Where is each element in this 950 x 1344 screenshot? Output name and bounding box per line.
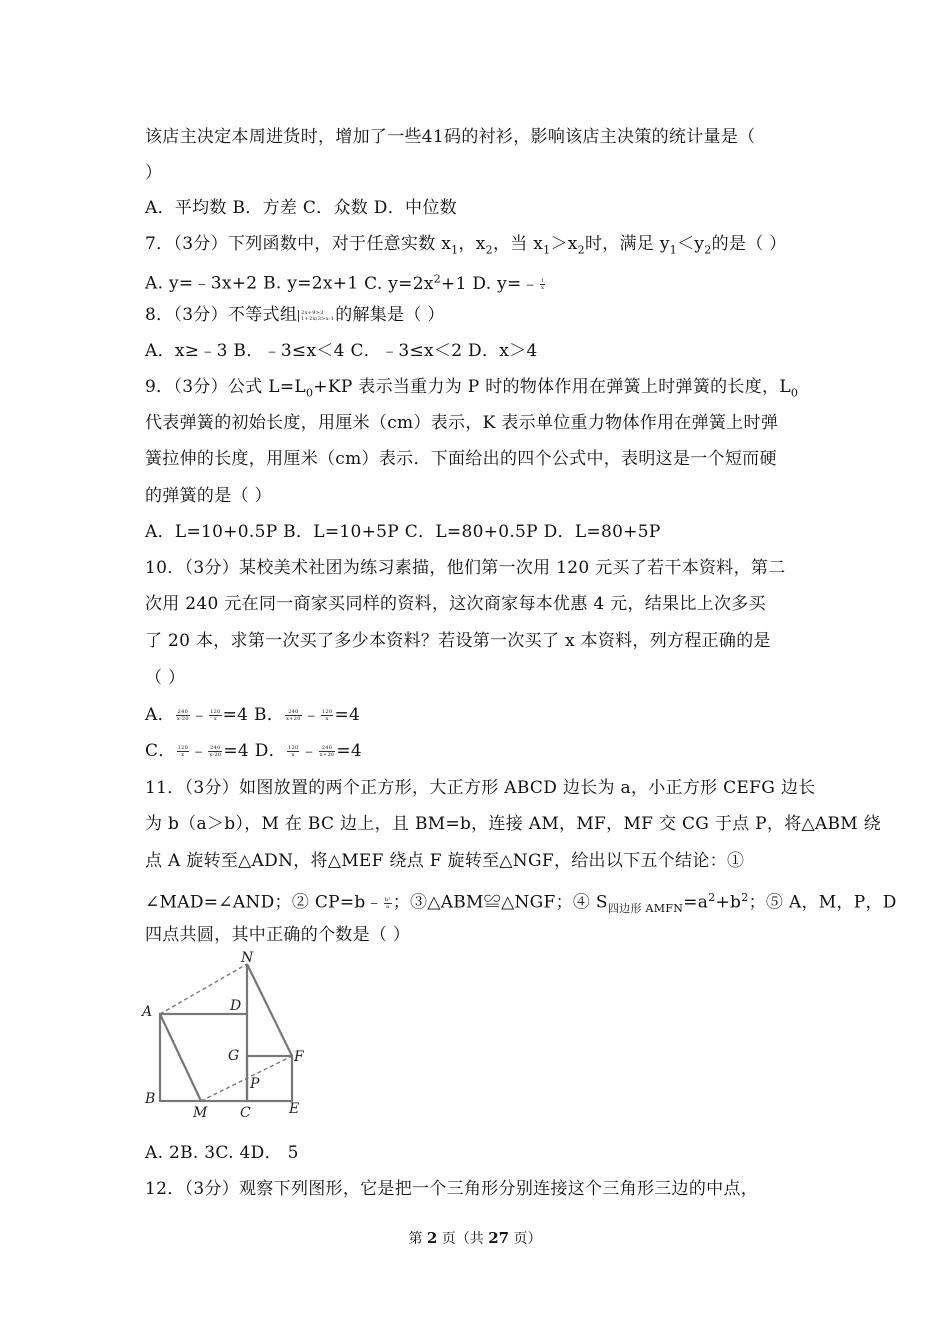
q11-line2: 为 b（a＞b），M 在 BC 边上，且 BM=b，连接 AM，MF，MF 交 CG 于点 P，将△ABM 绕 <box>145 814 881 834</box>
q6-options: A．平均数 B．方差 C．众数 D．中位数 <box>145 198 457 218</box>
label-m: M <box>193 1105 208 1120</box>
label-n: N <box>241 950 254 966</box>
q6-line2: ） <box>145 163 163 183</box>
q10-line3: 了 20 本，求第一次买了多少本资料？若设第一次买了 x 本资料，列方程正确的是 <box>145 631 771 651</box>
label-g: G <box>228 1048 240 1064</box>
label-b: B <box>145 1091 156 1107</box>
label-p: P <box>250 1076 260 1092</box>
q10-option-c: C． $\frac{120}{x}$ ﹣ $\frac{240}{x-20}$ =4 <box>145 741 250 761</box>
q10-line2: 次用 240 元在同一商家买同样的资料，这次商家每本优惠 4 元，结果比上次多买 <box>145 594 766 614</box>
q9-line4: 的弹簧的是（ ） <box>145 486 272 506</box>
q8-options: A．x≥﹣3 B．﹣3≤x＜4 C．﹣3≤x＜2 D．x＞4 <box>145 341 538 361</box>
q10-options-cd <box>145 739 362 763</box>
page-total: 27 <box>488 1229 510 1247</box>
q7-d-fraction: $\frac{1}{x}$ <box>540 277 545 291</box>
q11-line3: 点 A 旋转至△ADN，将△MEF 绕点 F 旋转至△NGF，给出以下五个结论：① <box>145 851 745 871</box>
page-number: 2 <box>426 1229 438 1247</box>
label-a: A <box>142 1004 153 1020</box>
q10-option-d: D． $\frac{120}{x}$ ﹣ $\frac{240}{x+20}$ =4 <box>254 741 362 761</box>
q11-fraction: $\frac{\text{b²}}{a}$ <box>384 896 391 910</box>
q9-line2: 代表弹簧的初始长度，用厘米（cm）表示，K 表示单位重力物体作用在弹簧上时弹 <box>145 413 779 433</box>
q8-inequality-system: 2x+9>3 1+2x/3>x-1 <box>298 310 334 322</box>
label-c: C <box>240 1105 251 1120</box>
q12-line1: 12．（3分）观察下列图形，它是把一个三角形分别连接这个三角形三边的中点， <box>145 1179 759 1199</box>
segment-am <box>160 1014 201 1101</box>
q7-option-a: A. y=﹣3x+2 <box>145 273 258 294</box>
q7-stem: 7．（3分）下列函数中，对于任意实数 $x_1$，$x_2$，当 $x_1>x_2$时，满足 $y_1<y_2$的是（ ） <box>145 234 787 257</box>
q11-line4: ∠MAD=∠AND；② CP=b﹣ $\frac{\text{b²}}{a}$ ；③△ABM≌△NGF；④ $S_{四边形 AMFN}=a^2+b^2$；⑤ A，M，P，D <box>145 891 897 916</box>
q7-options <box>145 267 546 296</box>
q10-line4: （ ） <box>145 668 186 688</box>
q11-line5: 四点共圆，其中正确的个数是（ ） <box>145 925 411 945</box>
q10-option-b: B． $\frac{240}{x+20}$ ﹣ $\frac{120}{x}$ =4 <box>254 705 361 725</box>
segment-nf <box>247 964 292 1056</box>
page-footer: 第 2 页（共 27 页） <box>408 1229 542 1247</box>
q7-option-c: C. $y=2x^2+1$ <box>364 272 467 294</box>
q9-line1: 9．（3分）公式 $L=L_0+KP$ 表示当重力为 P 时的物体作用在弹簧上时弹簧的长度，$L_0$ <box>145 377 799 400</box>
label-d: D <box>230 998 242 1014</box>
q10-option-a: A． $\frac{240}{x-20}$ ﹣ $\frac{120}{x}$ =4 <box>145 705 249 725</box>
q9-line3: 簧拉伸的长度，用厘米（cm）表示．下面给出的四个公式中，表明这是一个短而硬 <box>145 449 777 469</box>
label-e: E <box>289 1101 300 1117</box>
q7-option-b: B. y=2x+1 <box>263 273 359 294</box>
q10-line1: 10．（3分）某校美术社团为练习素描，他们第一次用 120 元买了若干本资料，第二 <box>145 558 786 578</box>
q7-option-d: D. y=﹣ $\frac{1}{x}$ <box>472 273 545 294</box>
q11-geometry-figure <box>138 950 318 1120</box>
q10-options-ab <box>145 703 360 727</box>
q11-line1: 11．（3分）如图放置的两个正方形，大正方形 ABCD 边长为 a，小正方形 CEFG 边长 <box>145 778 816 798</box>
q11-options: A. 2B. 3C. 4D． 5 <box>145 1143 299 1163</box>
q8-stem: 8．（3分）不等式组 2x+9>3 1+2x/3>x-1 的解集是（ ） <box>145 305 445 325</box>
q9-options: A．L=10+0.5P B．L=10+5P C．L=80+0.5P D．L=80+5P <box>145 522 661 542</box>
q6-line1: 该店主决定本周进货时，增加了一些41码的衬衫，影响该店主决策的统计量是（ <box>145 127 756 147</box>
label-f: F <box>294 1049 304 1065</box>
